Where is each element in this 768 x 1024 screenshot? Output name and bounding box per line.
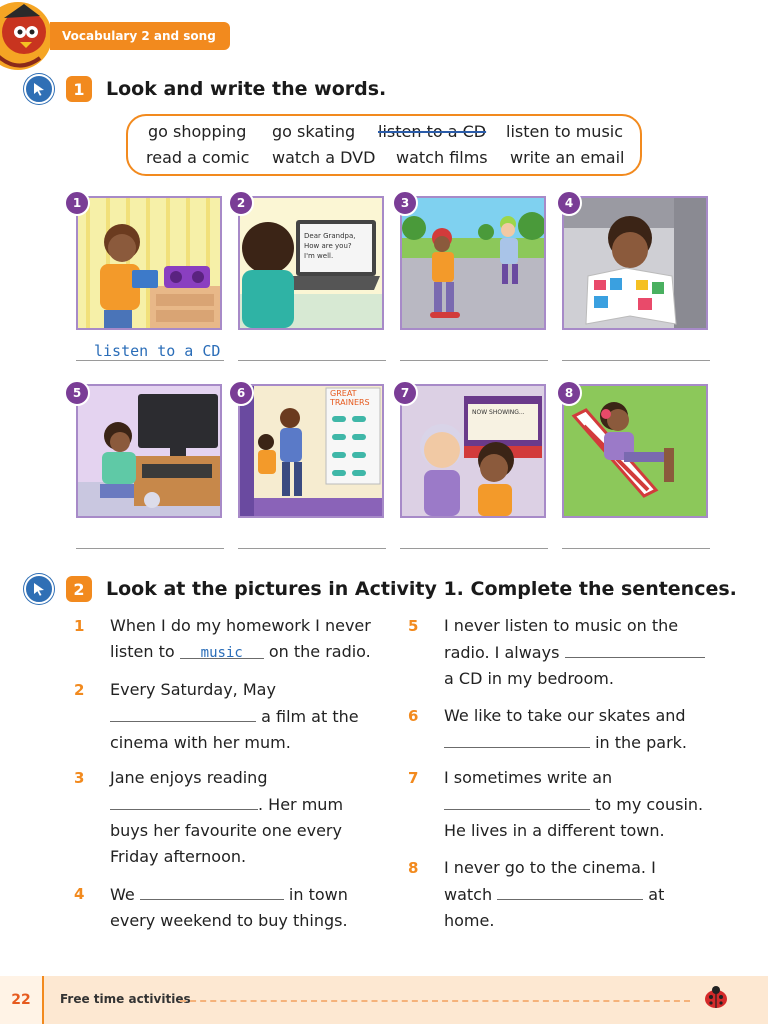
sentence-7 [444, 765, 703, 844]
sentence-text: watch [444, 885, 493, 904]
footer-title: Free time activities [60, 992, 191, 1006]
mascot-icon [0, 0, 56, 80]
sentence-text: every weekend to buy things. [110, 911, 348, 930]
picture-2 [238, 196, 384, 330]
picture-8 [562, 384, 708, 518]
shop-sign-text: GREAT [330, 389, 357, 398]
word-bank-item: read a comic [146, 148, 250, 167]
answer-blank[interactable] [497, 881, 643, 900]
sentence-text: Friday afternoon. [110, 847, 247, 866]
footer-divider [180, 1000, 690, 1002]
picture-7 [400, 384, 546, 518]
sentence-text: home. [444, 911, 495, 930]
sentence-text: a CD in my bedroom. [444, 669, 614, 688]
word-bank-item: watch a DVD [272, 148, 376, 167]
answer-text: listen to a CD [94, 342, 221, 360]
sentence-5 [444, 613, 705, 692]
word-bank [126, 114, 642, 176]
answer-blank[interactable] [565, 639, 705, 658]
sentence-text: I never go to the cinema. I [444, 858, 656, 877]
cursor-icon[interactable] [24, 574, 54, 604]
laptop-text: How are you? [304, 242, 352, 250]
activity-title: Look and write the words. [106, 78, 387, 100]
sentence-text: at [648, 885, 665, 904]
sentence-text: on the radio. [268, 642, 371, 661]
sentence-number: 7 [408, 769, 419, 787]
sentence-text: I sometimes write an [444, 768, 613, 787]
picture-number: 6 [228, 380, 254, 406]
section-tab: Vocabulary 2 and song [50, 22, 230, 50]
sentence-text: We [110, 885, 135, 904]
picture-number: 3 [392, 190, 418, 216]
sentence-text: I never listen to music on the [444, 616, 679, 635]
sentence-text: in town [288, 885, 348, 904]
sentence-text: . Her mum [258, 795, 344, 814]
picture-3 [400, 196, 546, 330]
sentence-text: Jane enjoys reading [110, 768, 268, 787]
picture-number: 7 [392, 380, 418, 406]
sentence-text: cinema with her mum. [110, 733, 291, 752]
sentence-1 [110, 613, 371, 665]
sentence-text: to my cousin. [595, 795, 704, 814]
sentence-number: 1 [74, 617, 85, 635]
activity1-heading [24, 74, 386, 104]
answer-line[interactable] [76, 528, 224, 549]
activity-number: 2 [66, 576, 92, 602]
sentence-number: 6 [408, 707, 419, 725]
sentence-number: 2 [74, 681, 85, 699]
answer-line[interactable] [562, 528, 710, 549]
answer-blank[interactable] [140, 881, 284, 900]
sentence-text: in the park. [595, 733, 687, 752]
sentence-number: 3 [74, 769, 85, 787]
answer-line[interactable] [400, 528, 548, 549]
shop-sign-text: TRAINERS [330, 398, 370, 407]
answer-line[interactable] [400, 340, 548, 361]
answer-line[interactable] [238, 340, 386, 361]
picture-number: 2 [228, 190, 254, 216]
answer-line[interactable] [238, 528, 386, 549]
answer-line[interactable] [562, 340, 710, 361]
sentence-2 [110, 677, 359, 756]
picture-1 [76, 196, 222, 330]
sentence-text: When I do my homework I never [110, 616, 371, 635]
sentence-text: He lives in a different town. [444, 821, 665, 840]
laptop-text: I'm well. [304, 252, 334, 260]
page-number: 22 [0, 976, 44, 1024]
page-footer [0, 976, 768, 1024]
word-bank-item: go skating [272, 122, 356, 141]
activity-title: Look at the pictures in Activity 1. Complete the sentences. [106, 578, 737, 600]
sentence-3 [110, 765, 343, 870]
ladybird-icon [702, 984, 730, 1014]
activity-number: 1 [66, 76, 92, 102]
sentence-text: buys her favourite one every [110, 821, 342, 840]
sentence-number: 5 [408, 617, 419, 635]
answer-blank[interactable] [444, 729, 590, 748]
sentence-text: Every Saturday, May [110, 680, 276, 699]
picture-number: 1 [64, 190, 90, 216]
sentence-8 [444, 855, 664, 934]
laptop-text: Dear Grandpa, [304, 232, 356, 240]
sentence-number: 4 [74, 885, 85, 903]
sentence-text: We like to take our skates and [444, 706, 686, 725]
word-bank-item: listen to music [506, 122, 624, 141]
cursor-icon[interactable] [24, 74, 54, 104]
answer-blank[interactable] [444, 791, 590, 810]
answer-blank[interactable]: music [180, 640, 264, 659]
picture-4 [562, 196, 708, 330]
sentence-number: 8 [408, 859, 419, 877]
word-bank-item: go shopping [148, 122, 247, 141]
answer-blank[interactable] [110, 703, 256, 722]
sentence-text: listen to [110, 642, 175, 661]
answer-blank[interactable] [110, 791, 258, 810]
sentence-4 [110, 881, 348, 934]
word-bank-item: watch films [396, 148, 488, 167]
picture-6 [238, 384, 384, 518]
sentence-text: radio. I always [444, 643, 560, 662]
sentence-6 [444, 703, 687, 756]
picture-5 [76, 384, 222, 518]
picture-number: 4 [556, 190, 582, 216]
picture-number: 8 [556, 380, 582, 406]
picture-number: 5 [64, 380, 90, 406]
sentence-text: a film at the [261, 707, 359, 726]
cinema-sign-text: NOW SHOWING... [472, 409, 525, 416]
activity2-heading [24, 574, 737, 604]
word-bank-item-crossed: listen to a CD [378, 122, 487, 141]
word-bank-item: write an email [510, 148, 625, 167]
